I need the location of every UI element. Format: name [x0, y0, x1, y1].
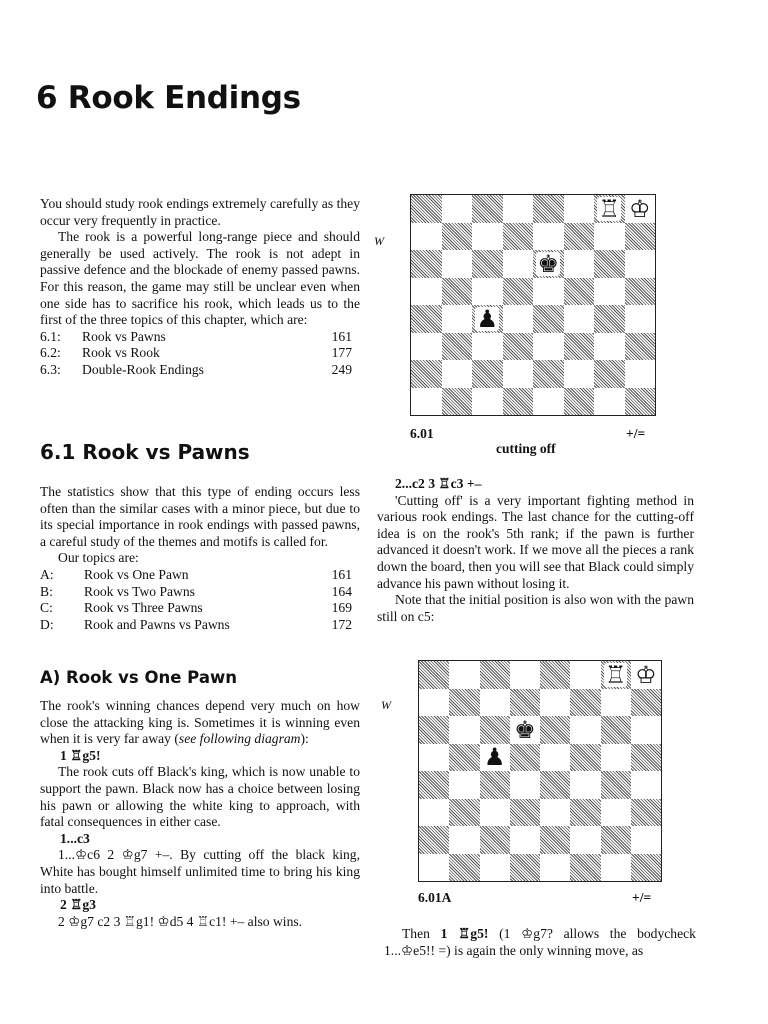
square-c8	[480, 661, 510, 689]
square-g2	[594, 360, 625, 388]
square-h1	[625, 388, 656, 416]
topic-letter: B:	[40, 583, 53, 599]
square-c7	[480, 689, 510, 717]
section-heading-a: A) Rook vs One Pawn	[40, 668, 237, 687]
square-e7	[533, 223, 564, 251]
square-g1	[594, 388, 625, 416]
square-e8	[533, 195, 564, 223]
square-e4	[540, 771, 570, 799]
square-a2	[411, 360, 442, 388]
toc-row	[40, 345, 360, 362]
square-f4	[564, 305, 595, 333]
square-d5	[510, 744, 540, 772]
topic-page: 164	[331, 583, 352, 599]
topics-list	[40, 567, 360, 633]
square-a3	[419, 799, 449, 827]
square-e1	[533, 388, 564, 416]
square-e2	[533, 360, 564, 388]
square-h2	[625, 360, 656, 388]
square-d2	[503, 360, 534, 388]
square-c1	[480, 854, 510, 882]
black-king-icon: ♚	[514, 715, 536, 744]
toc-title: Rook vs Pawns	[82, 328, 166, 344]
topic-title: Rook and Pawns vs Pawns	[84, 616, 230, 632]
section-a-paragraph-1	[40, 698, 360, 748]
square-b3	[442, 333, 473, 361]
square-c2	[472, 360, 503, 388]
section-a-paragraph-3: 1...♔c6 2 ♔g7 +–. By cutting off the black king, White has bought himself unlimited time to bring his king into battle.	[40, 847, 360, 896]
square-h4	[631, 771, 661, 799]
square-d7	[510, 689, 540, 717]
square-a1	[411, 388, 442, 416]
right-paragraph-3	[384, 926, 696, 959]
chapter-toc	[40, 329, 360, 379]
topic-title: Rook vs Three Pawns	[84, 600, 203, 616]
square-d4	[503, 305, 534, 333]
square-g2	[601, 826, 631, 854]
square-h7	[625, 223, 656, 251]
topic-row	[40, 600, 360, 617]
square-e1	[540, 854, 570, 882]
black-pawn-icon: ♟	[476, 304, 498, 333]
diagram-evaluation: +/=	[632, 890, 652, 905]
square-h2	[631, 826, 661, 854]
square-g4	[601, 771, 631, 799]
toc-number: 6.1:	[40, 328, 61, 344]
square-b2	[442, 360, 473, 388]
section-heading-6-1: 6.1 Rook vs Pawns	[40, 440, 250, 464]
square-b6	[442, 250, 473, 278]
square-b5	[449, 744, 479, 772]
black-king-icon: ♚	[537, 249, 559, 278]
section-a-paragraph-4: 2 ♔g7 c2 3 ♖g1! ♔d5 4 ♖c1! +– also wins.	[58, 913, 303, 929]
square-d6	[510, 716, 540, 744]
square-e5	[533, 278, 564, 306]
square-g5	[594, 278, 625, 306]
square-a3	[411, 333, 442, 361]
topic-page: 169	[331, 600, 352, 616]
section-a-paragraph-2: The rook cuts off Black's king, which is now unable to support the pawn. Black now has a choice between losing his pawn or allowing the white king to approach, with fatal consequences in either case.	[40, 764, 360, 830]
diagram-evaluation: +/=	[626, 426, 646, 441]
square-c7	[472, 223, 503, 251]
topic-row	[40, 617, 360, 634]
square-a1	[419, 854, 449, 882]
move-3: 2 ♖g3	[60, 897, 96, 913]
square-c3	[480, 799, 510, 827]
square-e3	[533, 333, 564, 361]
square-f4	[570, 771, 600, 799]
square-a8	[419, 661, 449, 689]
square-c3	[472, 333, 503, 361]
section-a-body	[40, 698, 360, 930]
square-b7	[449, 689, 479, 717]
square-f6	[570, 716, 600, 744]
text-run: (1 ♔g7? allows the bodycheck 1...♔e5!! =) is again the only winning move, as	[384, 926, 696, 958]
toc-page: 177	[331, 345, 352, 361]
toc-title: Double-Rook Endings	[82, 361, 204, 377]
square-d7	[503, 223, 534, 251]
square-a7	[419, 689, 449, 717]
square-b8	[442, 195, 473, 223]
square-b1	[449, 854, 479, 882]
right-column-bottom-text	[384, 926, 696, 959]
square-e7	[540, 689, 570, 717]
text-run: Then	[402, 926, 441, 941]
square-c6	[472, 250, 503, 278]
square-a4	[411, 305, 442, 333]
square-b8	[449, 661, 479, 689]
square-e8	[540, 661, 570, 689]
square-a2	[419, 826, 449, 854]
square-h4	[625, 305, 656, 333]
topic-page: 161	[331, 566, 352, 582]
topic-page: 172	[331, 616, 352, 632]
square-d6	[503, 250, 534, 278]
square-h6	[631, 716, 661, 744]
square-d8	[510, 661, 540, 689]
move-inline: 1 ♖g5!	[440, 926, 489, 941]
square-a6	[419, 716, 449, 744]
square-g7	[601, 689, 631, 717]
toc-title: Rook vs Rook	[82, 345, 160, 361]
chapter-title: 6 Rook Endings	[36, 80, 301, 116]
right-paragraph-2: Note that the initial position is also won with the pawn still on c5:	[377, 592, 694, 624]
square-f7	[564, 223, 595, 251]
square-f8	[564, 195, 595, 223]
square-g6	[594, 250, 625, 278]
square-g8	[594, 195, 625, 223]
square-b4	[449, 771, 479, 799]
topic-letter: A:	[40, 566, 54, 582]
square-f7	[570, 689, 600, 717]
square-f8	[570, 661, 600, 689]
square-f5	[570, 744, 600, 772]
toc-page: 161	[331, 328, 352, 344]
square-h3	[631, 799, 661, 827]
diagram-number: 6.01	[410, 426, 434, 441]
square-c4	[480, 771, 510, 799]
square-d3	[503, 333, 534, 361]
square-h5	[625, 278, 656, 306]
topic-row	[40, 567, 360, 584]
square-g3	[601, 799, 631, 827]
text-run: ):	[300, 731, 309, 747]
square-f3	[564, 333, 595, 361]
square-h7	[631, 689, 661, 717]
square-c8	[472, 195, 503, 223]
square-f6	[564, 250, 595, 278]
toc-number: 6.3:	[40, 361, 61, 377]
square-d1	[510, 854, 540, 882]
square-a4	[419, 771, 449, 799]
square-d4	[510, 771, 540, 799]
square-b3	[449, 799, 479, 827]
white-king-icon: ♔	[628, 194, 651, 223]
white-king-icon: ♔	[635, 660, 657, 689]
topics-intro: Our topics are:	[58, 550, 139, 566]
square-f5	[564, 278, 595, 306]
square-c2	[480, 826, 510, 854]
right-paragraph-1: 'Cutting off' is a very important fighting method in various rook endings. The last chance for the cutting-off idea is on the rook's 5th rank; if the pawn is further advanced it doesn't work. If we move all the pieces a rank down the board, then you will see that Black could simply advance his pawn without losing it.	[377, 492, 694, 591]
square-a8	[411, 195, 442, 223]
section-6-1-body	[40, 484, 360, 633]
square-c5	[480, 744, 510, 772]
toc-row	[40, 362, 360, 379]
square-a5	[411, 278, 442, 306]
square-e2	[540, 826, 570, 854]
toc-row	[40, 329, 360, 346]
square-d8	[503, 195, 534, 223]
diagram-reference: see following diagram	[178, 731, 301, 747]
square-a5	[419, 744, 449, 772]
square-b7	[442, 223, 473, 251]
square-f3	[570, 799, 600, 827]
square-e6	[533, 250, 564, 278]
white-rook-icon: ♖	[604, 660, 627, 689]
square-g8	[601, 661, 631, 689]
toc-page: 249	[331, 361, 352, 377]
square-b6	[449, 716, 479, 744]
square-b1	[442, 388, 473, 416]
black-pawn-icon: ♟	[483, 743, 506, 772]
square-h8	[625, 195, 656, 223]
topic-letter: C:	[40, 600, 53, 616]
intro-paragraph-1: You should study rook endings extremely carefully as they occur very frequently in practice.	[40, 196, 360, 228]
square-e5	[540, 744, 570, 772]
intro-paragraph-2: The rook is a powerful long-range piece and should generally be used actively. The rook is not adept in passive defence and the blockade of enemy passed pawns. For this reason, the game may still be unclear even when one side has to sacrifice his rook, which leads us to the first of the three topics of this chapter, which are:	[40, 229, 360, 328]
square-g6	[601, 716, 631, 744]
square-a6	[411, 250, 442, 278]
topic-title: Rook vs Two Pawns	[84, 583, 195, 599]
side-to-move-label: W	[374, 234, 384, 248]
text-run: The rook's winning chances depend very much on how close the attacking king is. Sometimes it is winning even when it is very far away (	[40, 698, 360, 747]
square-c1	[472, 388, 503, 416]
square-b4	[442, 305, 473, 333]
diagram-number: 6.01A	[418, 890, 452, 905]
topic-letter: D:	[40, 616, 54, 632]
square-f2	[570, 826, 600, 854]
section-6-1-paragraph: The statistics show that this type of ending occurs less often than the similar cases with a minor piece, but due to its special importance in rook endings with passed pawns, a careful study of the themes and motifs is called for.	[40, 484, 360, 549]
square-c4	[472, 305, 503, 333]
square-h6	[625, 250, 656, 278]
square-h3	[625, 333, 656, 361]
move-line: 2...c2 3 ♖c3 +–	[395, 476, 482, 491]
square-a7	[411, 223, 442, 251]
toc-number: 6.2:	[40, 345, 61, 361]
square-f2	[564, 360, 595, 388]
square-g4	[594, 305, 625, 333]
square-h5	[631, 744, 661, 772]
topic-row	[40, 584, 360, 601]
square-f1	[570, 854, 600, 882]
move-1: 1 ♖g5!	[60, 747, 101, 763]
chess-diagram-6-01	[410, 194, 656, 416]
square-h8	[631, 661, 661, 689]
right-column-text	[377, 476, 694, 625]
square-b2	[449, 826, 479, 854]
chess-diagram-6-01a	[418, 660, 662, 882]
square-f1	[564, 388, 595, 416]
square-h1	[631, 854, 661, 882]
square-g1	[601, 854, 631, 882]
move-2: 1...c3	[60, 830, 90, 846]
square-g7	[594, 223, 625, 251]
square-d5	[503, 278, 534, 306]
diagram-caption: cutting off	[496, 441, 556, 456]
square-d2	[510, 826, 540, 854]
side-to-move-label: W	[381, 698, 391, 712]
intro-block	[40, 196, 360, 379]
square-d3	[510, 799, 540, 827]
square-e4	[533, 305, 564, 333]
topic-title: Rook vs One Pawn	[84, 566, 189, 582]
square-g3	[594, 333, 625, 361]
white-rook-icon: ♖	[598, 194, 620, 223]
square-c5	[472, 278, 503, 306]
square-d1	[503, 388, 534, 416]
square-g5	[601, 744, 631, 772]
square-e6	[540, 716, 570, 744]
square-b5	[442, 278, 473, 306]
square-c6	[480, 716, 510, 744]
square-e3	[540, 799, 570, 827]
